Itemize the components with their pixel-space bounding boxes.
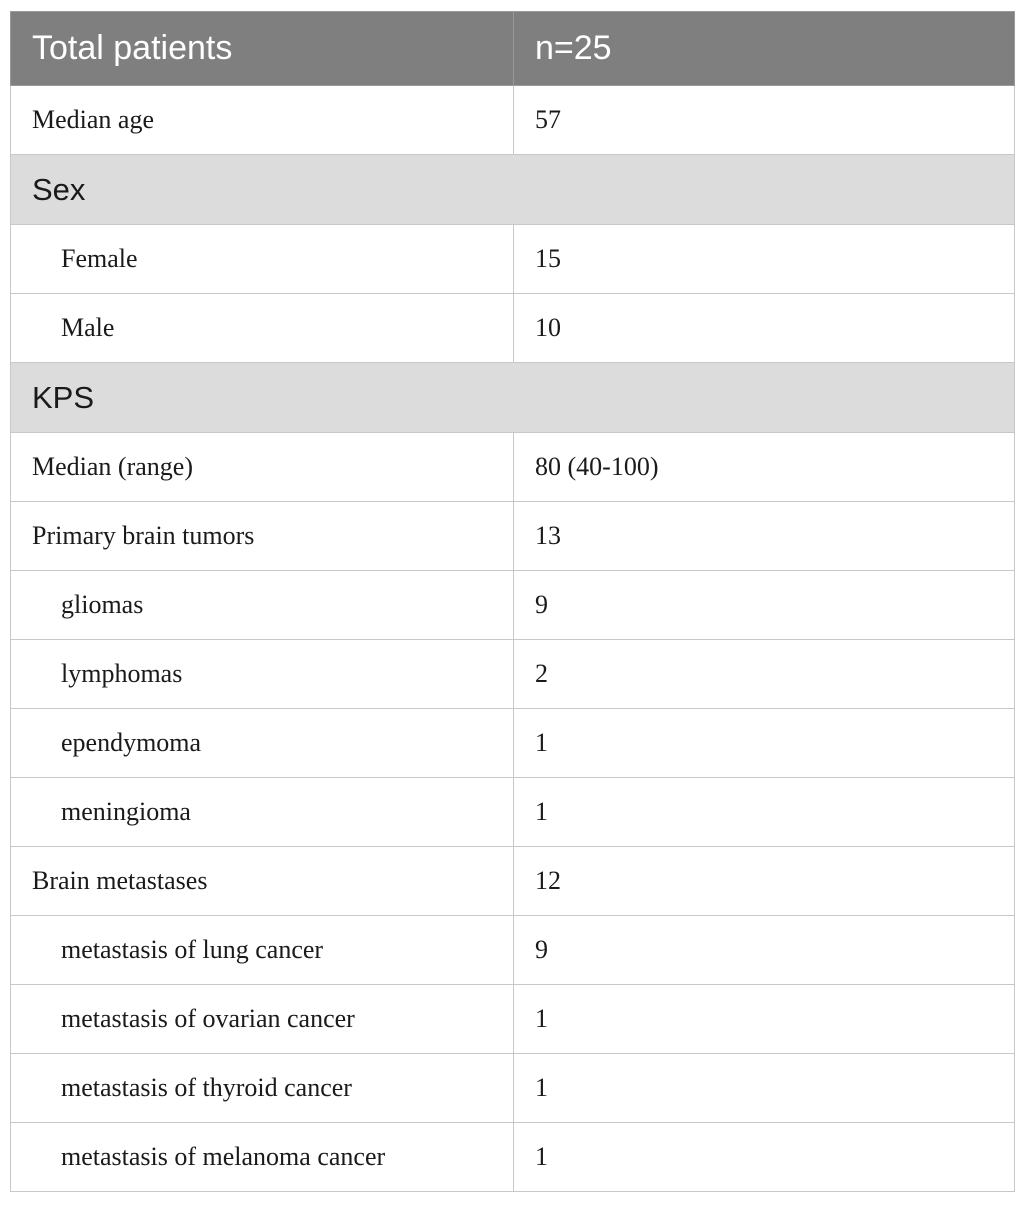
row-label: Female [11, 225, 514, 294]
patient-characteristics-table-container [10, 11, 1014, 1192]
table-row [11, 778, 1015, 847]
row-label: Median (range) [11, 433, 514, 502]
table-row [11, 1123, 1015, 1192]
table-row [11, 1054, 1015, 1123]
header-total-patients: Total patients [11, 12, 514, 86]
table-row [11, 433, 1015, 502]
row-value: 2 [514, 640, 1015, 709]
row-label: metastasis of thyroid cancer [11, 1054, 514, 1123]
table-row [11, 709, 1015, 778]
row-label: metastasis of ovarian cancer [11, 985, 514, 1054]
row-label: Median age [11, 86, 514, 155]
row-value: 57 [514, 86, 1015, 155]
row-label: Brain metastases [11, 847, 514, 916]
section-heading: KPS [11, 363, 1015, 433]
table-row [11, 916, 1015, 985]
table-row [11, 294, 1015, 363]
row-value: 9 [514, 571, 1015, 640]
row-label: ependymoma [11, 709, 514, 778]
section-heading: Sex [11, 155, 1015, 225]
table-row [11, 502, 1015, 571]
row-label: gliomas [11, 571, 514, 640]
row-value: 12 [514, 847, 1015, 916]
table-row [11, 86, 1015, 155]
row-label: Primary brain tumors [11, 502, 514, 571]
row-value: 1 [514, 985, 1015, 1054]
table-header-row [11, 12, 1015, 86]
row-value: 10 [514, 294, 1015, 363]
table-row [11, 985, 1015, 1054]
table-body [11, 86, 1015, 1192]
row-label: Male [11, 294, 514, 363]
patient-characteristics-table [10, 11, 1015, 1192]
table-row [11, 640, 1015, 709]
section-row [11, 155, 1015, 225]
row-label: lymphomas [11, 640, 514, 709]
header-n-count: n=25 [514, 12, 1015, 86]
row-value: 1 [514, 1123, 1015, 1192]
table-row [11, 847, 1015, 916]
row-value: 1 [514, 778, 1015, 847]
row-value: 1 [514, 709, 1015, 778]
section-row [11, 363, 1015, 433]
row-value: 15 [514, 225, 1015, 294]
row-label: meningioma [11, 778, 514, 847]
table-row [11, 225, 1015, 294]
row-value: 9 [514, 916, 1015, 985]
row-value: 1 [514, 1054, 1015, 1123]
row-label: metastasis of melanoma cancer [11, 1123, 514, 1192]
row-value: 13 [514, 502, 1015, 571]
row-label: metastasis of lung cancer [11, 916, 514, 985]
row-value: 80 (40-100) [514, 433, 1015, 502]
table-row [11, 571, 1015, 640]
